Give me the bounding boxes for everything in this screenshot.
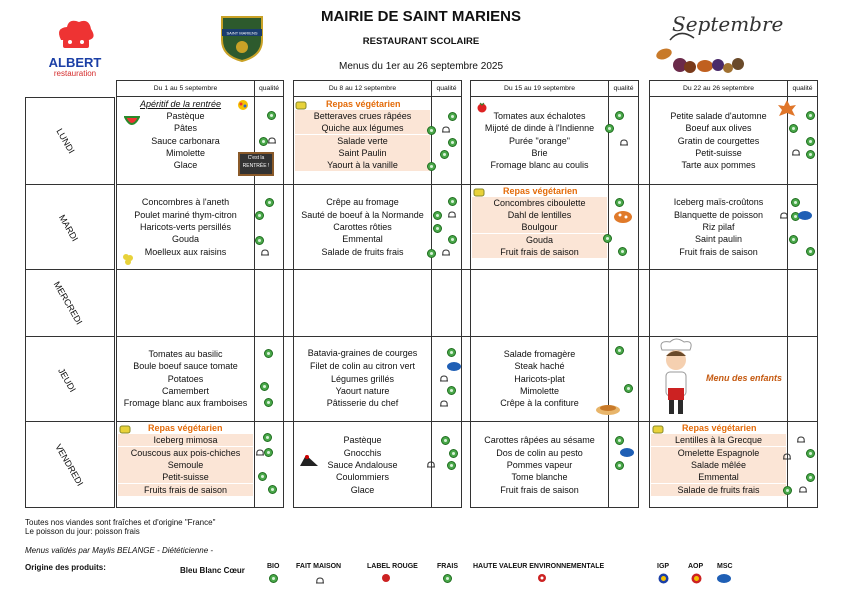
- w2-thu-item: Batavia-graines de courges: [307, 348, 418, 358]
- hve-leaf-icon: [433, 224, 442, 233]
- w4-tue-item: Riz pilaf: [702, 222, 735, 232]
- day-label-friday: VENDREDI: [53, 442, 86, 488]
- hve-leaf-icon: [624, 384, 633, 393]
- msc-fish-icon: [447, 362, 461, 371]
- w1-thu-item: Tomates au basilic: [148, 349, 223, 359]
- w2-tue-item: Carottes rôties: [333, 222, 392, 232]
- w2-fri-item: Pastèque: [343, 435, 382, 445]
- chef-hat-icon: [53, 18, 97, 52]
- label-rouge-icon: [381, 573, 391, 583]
- hve-leaf-icon: [448, 197, 457, 206]
- hve-leaf-icon: [255, 211, 264, 220]
- w1-mon-item: Glace: [173, 160, 198, 170]
- hve-leaf-icon: [255, 236, 264, 245]
- legend-frais: FRAIS: [437, 563, 458, 570]
- fait-maison-hat-icon: [618, 138, 630, 146]
- hve-leaf-icon: [605, 124, 614, 133]
- watermelon-icon: [124, 115, 140, 129]
- bio-leaf-icon: [269, 574, 278, 583]
- w4-fri-item: Omelette Espagnole: [651, 447, 786, 459]
- hve-leaf-icon: [263, 433, 272, 442]
- w3-fri-item: Fruit frais de saison: [500, 485, 579, 495]
- igp-icon: [658, 573, 669, 584]
- w1-tue-item: Haricots-verts persillés: [139, 222, 232, 232]
- w3-mon-item: Fromage blanc au coulis: [490, 160, 589, 170]
- hve-leaf-icon: [615, 436, 624, 445]
- day-cell-wednesday: [25, 269, 115, 337]
- w3-thu-item: Haricots-plat: [514, 374, 565, 384]
- hve-leaf-icon: [440, 150, 449, 159]
- town-crest-logo: [219, 14, 265, 62]
- w3-tue-tag: Repas végétarien: [503, 186, 578, 196]
- msc-fish-icon: [717, 574, 731, 583]
- hve-leaf-icon: [258, 472, 267, 481]
- fait-maison-hat-icon: [425, 460, 437, 468]
- w4-fri-item: Salade de fruits frais: [651, 484, 786, 496]
- hve-leaf-icon: [806, 449, 815, 458]
- w3-fri-item: Pommes vapeur: [506, 460, 573, 470]
- hve-leaf-icon: [448, 138, 457, 147]
- w4-tue-item: Iceberg maïs-croûtons: [673, 197, 764, 207]
- w3-tue-item: Dahl de lentilles: [472, 209, 607, 221]
- w2-fri-item: Glace: [350, 485, 375, 495]
- hve-leaf-icon: [427, 126, 436, 135]
- hve-leaf-icon: [615, 111, 624, 120]
- week4-quality-header: qualité: [787, 80, 818, 97]
- hve-leaf-icon: [806, 111, 815, 120]
- hve-leaf-icon: [806, 137, 815, 146]
- menu-period: Menus du 1er au 26 septembre 2025: [339, 61, 503, 72]
- w1-fri-item: Semoule: [118, 459, 253, 471]
- w2-fri-item: Coulommiers: [335, 472, 389, 482]
- fait-maison-hat-icon: [438, 374, 450, 382]
- leaf-autumn-icon: [776, 99, 798, 119]
- w2-fri-item: Sauce Andalouse: [327, 460, 398, 470]
- w2-tue-item: Sauté de boeuf à la Normande: [301, 210, 424, 220]
- hve-leaf-icon: [615, 346, 624, 355]
- w1-mon-item: Mimolette: [165, 148, 205, 158]
- day-cell-thursday: [25, 336, 115, 422]
- legend-label-rouge: LABEL ROUGE: [367, 563, 418, 570]
- w1-tue-item: Moelleux aux raisins: [144, 247, 227, 257]
- w4-fri-item: Emmental: [651, 471, 786, 483]
- msc-fish-icon: [798, 211, 812, 220]
- september-logo: [650, 8, 784, 76]
- w1-fri-item: Petit-suisse: [118, 471, 253, 483]
- day-label-monday: LUNDI: [54, 126, 77, 156]
- grapes-icon: [121, 252, 135, 266]
- footer-fish: Le poisson du jour: poisson frais: [25, 527, 140, 536]
- day-cell-monday: [25, 97, 115, 185]
- hve-leaf-icon: [265, 198, 274, 207]
- fait-maison-hat-icon: [446, 210, 458, 218]
- albert-logo: [40, 18, 110, 80]
- hve-leaf-icon: [449, 449, 458, 458]
- w1-thu-item: Fromage blanc aux framboises: [123, 398, 248, 408]
- w1-mon-item: Pâtes: [173, 123, 197, 133]
- w4-tue-item: Fruit frais de saison: [679, 247, 758, 257]
- w4-mon-item: Petit-suisse: [695, 148, 742, 158]
- fait-maison-hat-icon: [797, 485, 809, 493]
- w3-mon-item: Tomates aux échalotes: [493, 111, 586, 121]
- fait-maison-hat-icon: [314, 576, 326, 584]
- hve-leaf-icon: [783, 486, 792, 495]
- w3-mon-item: Purée "orange": [509, 136, 570, 146]
- hve-leaf-icon: [618, 247, 627, 256]
- w1-thu-item: Boule boeuf sauce tomate: [133, 361, 238, 371]
- week2-quality-column: [431, 97, 462, 508]
- w4-fri-item: Lentilles à la Grecque: [651, 434, 786, 446]
- w4-mon-item: Tarte aux pommes: [681, 160, 756, 170]
- w4-fri-tag: Repas végétarien: [682, 423, 757, 433]
- w3-thu-item: Crêpe à la confiture: [500, 398, 579, 408]
- w1-fri-item: Couscous aux pois-chiches: [118, 447, 253, 459]
- hve-leaf-icon: [268, 485, 277, 494]
- w1-mon-item: Sauce carbonara: [151, 136, 220, 146]
- w3-tue-item: Concombres ciboulette: [472, 197, 607, 209]
- w2-fri-item: Gnocchis: [343, 448, 382, 458]
- legend-bio: BIO: [267, 563, 280, 570]
- frais-icon: [443, 574, 452, 583]
- week4-header: Du 22 au 26 septembre: [649, 80, 788, 97]
- hve-leaf-icon: [615, 461, 624, 470]
- fait-maison-hat-icon: [266, 136, 278, 144]
- veg-pot-icon: [118, 422, 132, 434]
- w2-mon-item: Salade verte: [295, 135, 430, 147]
- veg-pot-icon: [651, 422, 665, 434]
- w3-mon-item: Mijoté de dinde à l'Indienne: [484, 123, 595, 133]
- hve-leaf-icon: [264, 398, 273, 407]
- w3-thu-item: Steak haché: [514, 361, 565, 371]
- week3-quality-header: qualité: [608, 80, 639, 97]
- w1-tue-item: Concombres à l'aneth: [141, 197, 230, 207]
- week2-quality-header: qualité: [431, 80, 462, 97]
- week3-quality-column: [608, 97, 639, 508]
- w4-mon-item: Petite salade d'automne: [670, 111, 767, 121]
- day-label-tuesday: MARDI: [56, 212, 81, 244]
- w3-fri-item: Tome blanche: [511, 472, 568, 482]
- msc-fish-icon: [620, 448, 634, 457]
- row-divider: [116, 336, 818, 337]
- w1-fri-item: Fruits frais de saison: [118, 484, 253, 496]
- hve-leaf-icon: [806, 247, 815, 256]
- footer-origin-label: Origine des produits:: [25, 563, 106, 572]
- veg-pot-icon: [294, 98, 308, 110]
- w3-fri-item: Carottes râpées au sésame: [484, 435, 595, 445]
- week1-quality-header: qualité: [254, 80, 284, 97]
- row-divider: [116, 184, 818, 185]
- hve-leaf-icon: [448, 112, 457, 121]
- day-label-wednesday: MERCREDI: [51, 279, 85, 327]
- w2-tue-item: Crêpe au fromage: [326, 197, 399, 207]
- rentree-sign: C'est la RENTRÉE !: [238, 152, 274, 176]
- page-title: MAIRIE DE SAINT MARIENS: [320, 8, 521, 25]
- legend-fait-maison: FAIT MAISON: [296, 563, 342, 570]
- albert-logo-name: ALBERT: [48, 55, 102, 70]
- fait-maison-hat-icon: [438, 399, 450, 407]
- week3-header: Du 15 au 19 septembre: [470, 80, 609, 97]
- legend-igp: IGP: [657, 563, 670, 570]
- hve-leaf-icon: [789, 235, 798, 244]
- hve-leaf-icon: [267, 111, 276, 120]
- w2-mon-item: Quiche aux légumes: [295, 122, 430, 134]
- page-subtitle: RESTAURANT SCOLAIRE: [362, 36, 480, 47]
- w4-tue-item: Blanquette de poisson: [673, 210, 764, 220]
- week1-header: Du 1 au 5 septembre: [116, 80, 255, 97]
- hve-leaf-icon: [427, 249, 436, 258]
- sauce-splash-icon: [298, 452, 322, 468]
- day-label-thursday: JEUDI: [56, 366, 78, 394]
- legend-aop: AOP: [688, 563, 704, 570]
- w3-fri-item: Dos de colin au pesto: [496, 448, 583, 458]
- hve-leaf-icon: [615, 198, 624, 207]
- w4-thu-kids-menu: Menu des enfants: [706, 373, 783, 383]
- w1-fri-tag: Repas végétarien: [148, 423, 223, 433]
- hve-leaf-icon: [260, 382, 269, 391]
- september-word: Septembre: [672, 12, 784, 36]
- w3-thu-item: Mimolette: [519, 386, 559, 396]
- w3-tue-item: Fruit frais de saison: [472, 246, 607, 258]
- w2-mon-item: Yaourt à la vanille: [295, 159, 430, 171]
- w2-mon-tag: Repas végétarien: [326, 99, 401, 109]
- w2-thu-item: Légumes grillés: [330, 374, 395, 384]
- w2-thu-item: Filet de colin au citron vert: [309, 361, 416, 371]
- hve-leaf-icon: [791, 198, 800, 207]
- hve-leaf-icon: [433, 211, 442, 220]
- fait-maison-hat-icon: [781, 452, 793, 460]
- w1-tue-item: Gouda: [171, 234, 200, 244]
- w1-thu-item: Potatoes: [167, 374, 204, 384]
- w2-thu-item: Pâtisserie du chef: [326, 398, 399, 408]
- legend-hve: HAUTE VALEUR ENVIRONNEMENTALE: [473, 563, 605, 570]
- hve-leaf-icon: [427, 162, 436, 171]
- hve-leaf-icon: [603, 234, 612, 243]
- veg-pot-icon: [472, 185, 486, 197]
- hve-leaf-icon: [806, 150, 815, 159]
- w4-fri-item: Salade mêlée: [651, 459, 786, 471]
- crest-text: SAINT MARIENS: [226, 30, 258, 36]
- hve-leaf-icon: [441, 436, 450, 445]
- hve-leaf-icon: [264, 349, 273, 358]
- party-icon: [236, 98, 250, 112]
- w2-tue-item: Salade de fruits frais: [321, 247, 404, 257]
- w3-mon-item: Brie: [531, 148, 548, 158]
- fait-maison-hat-icon: [440, 125, 452, 133]
- w1-mon-item: Pastèque: [166, 111, 205, 121]
- week2-header: Du 8 au 12 septembre: [293, 80, 432, 97]
- w2-mon-item: Saint Paulin: [295, 147, 430, 159]
- crepe-icon: [595, 400, 621, 416]
- fait-maison-hat-icon: [795, 435, 807, 443]
- footer-validated: Menus validés par Maylis BELANGE - Diététicienne -: [25, 546, 214, 555]
- hve-flower-icon: [537, 573, 547, 583]
- w2-mon-item: Betteraves crues râpées: [295, 110, 430, 122]
- day-cell-friday: [25, 421, 115, 508]
- fait-maison-hat-icon: [440, 248, 452, 256]
- dahl-bowl-icon: [612, 208, 634, 224]
- fait-maison-hat-icon: [259, 248, 271, 256]
- hve-leaf-icon: [447, 386, 456, 395]
- w4-tue-item: Saint paulin: [694, 234, 743, 244]
- fait-maison-hat-icon: [790, 148, 802, 156]
- week4-quality-column: [787, 97, 818, 508]
- hve-leaf-icon: [447, 348, 456, 357]
- w1-thu-item: Camembert: [161, 386, 209, 396]
- w4-mon-item: Boeuf aux olives: [685, 123, 752, 133]
- albert-logo-sub: restauration: [53, 69, 97, 78]
- chef-kid-icon: [654, 338, 700, 418]
- footer-meat-origin: Toutes nos viandes sont fraîches et d'origine "France": [25, 518, 216, 527]
- day-cell-tuesday: [25, 184, 115, 270]
- w3-tue-item: Boulgour: [472, 221, 607, 233]
- row-divider: [116, 269, 818, 270]
- w1-mon-tag: Apéritif de la rentrée: [140, 99, 222, 109]
- hve-leaf-icon: [806, 473, 815, 482]
- w1-tue-item: Poulet mariné thym-citron: [134, 210, 237, 220]
- hve-leaf-icon: [447, 461, 456, 470]
- w1-fri-item: Iceberg mimosa: [118, 434, 253, 446]
- w4-mon-item: Gratin de courgettes: [677, 136, 760, 146]
- aop-icon: [691, 573, 702, 584]
- legend-msc: MSC: [717, 563, 733, 570]
- w2-tue-item: Emmental: [342, 234, 383, 244]
- w3-tue-item: Gouda: [472, 234, 607, 246]
- fait-maison-hat-icon: [778, 211, 790, 219]
- w3-thu-item: Salade fromagère: [503, 349, 576, 359]
- hve-leaf-icon: [448, 235, 457, 244]
- hve-leaf-icon: [789, 124, 798, 133]
- w2-thu-item: Yaourt nature: [335, 386, 390, 396]
- footer-brand: Bleu Blanc Cœur: [180, 566, 245, 575]
- hve-leaf-icon: [264, 448, 273, 457]
